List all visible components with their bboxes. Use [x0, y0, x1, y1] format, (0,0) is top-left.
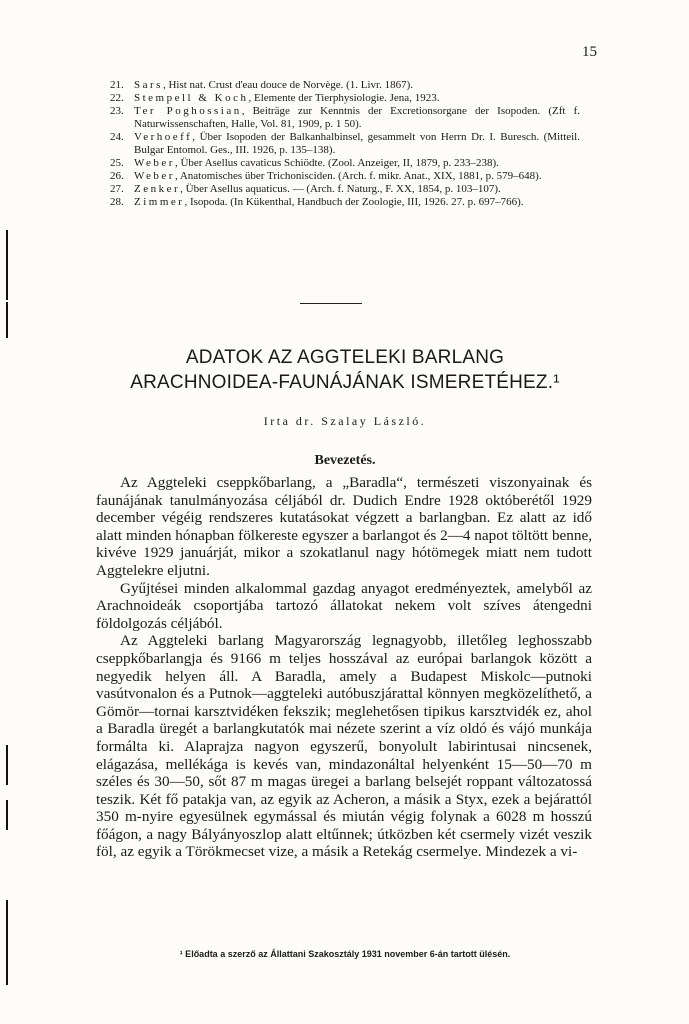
reference-author: Zenker	[134, 183, 181, 195]
reference-number: 28.	[110, 196, 124, 208]
reference-citation: , Über Isopoden der Balkanhalbinsel, gesammelt von Herrn Dr. I. Buresch. (Mitteil. Bulgar Entomol. Ges., III. 1926, p. 135–138).	[134, 131, 580, 156]
reference-item	[110, 92, 580, 105]
reference-number: 23.	[110, 105, 124, 117]
reference-item	[110, 183, 580, 196]
reference-number: 24.	[110, 131, 124, 143]
title-line-1: ADATOK AZ AGGTELEKI BARLANG	[185, 347, 505, 368]
reference-number: 21.	[110, 79, 124, 91]
reference-text	[134, 79, 580, 92]
reference-list	[110, 79, 580, 209]
reference-author: Zimmer	[134, 196, 185, 208]
reference-item	[110, 79, 580, 92]
reference-text	[134, 183, 580, 196]
reference-citation: , Elemente der Tierphysiologie. Jena, 1923.	[248, 92, 440, 104]
paragraph: Az Aggteleki barlang Magyarország legnagyobb, illetőleg leghosszabb cseppkőbarlangja és 9166 m teljes hosszával az európai barlangok között a negyedik helyen áll. A Baradla, amely a Budapest Miskolc—putnoki vasútvonalon és a Putnok—aggteleki autóbuszjárattal könnyen megközelíthető, a Gömör—tornai karsztvidéken fekszik; meglehetősen tipikus karsztvidék ez, ahol a Baradla üregét a barlangkutatók mai nézete szerint a víz oldó és vájó munkája formálta ki. Alaprajza nagyon egyszerű, bonyolult labirintusai nincsenek, elágazása, mellékága is kevés van, mindazonáltal helyenként 15—50—70 m széles és 30—50, sőt 87 m magas üregei a barlang belsejét roppant változatossá teszik. Két fő patakja van, az egyik az Acheron, a másik a Styx, ezek a bejárattól 350 m-nyire egyesülnek egymással és miután végig folynak a 6028 m hosszú főágon, a nagy Bályányoszlop alatt eltűnnek; útközben két csermely vizét veszik föl, az egyik a Törökmecset vize, a másik a Retekág csermelye. Mindezek a vi-	[96, 632, 592, 861]
paragraph: Gyűjtései minden alkalommal gazdag anyagot eredményeztek, amelyből az Arachnoideák csoportjába tartozó állatokat nekem volt szíves átengedni földolgozás céljából.	[96, 579, 592, 632]
byline: Irta dr. Szalay László.	[263, 414, 427, 428]
reference-item	[110, 170, 580, 183]
reference-author: Ter Poghossian	[134, 105, 242, 117]
reference-citation: , Anatomisches über Trichonisciden. (Arch. f. mikr. Anat., XIX, 1881, p. 579–648).	[174, 170, 542, 182]
reference-item	[110, 196, 580, 209]
reference-item	[110, 105, 580, 131]
paragraph: Az Aggteleki cseppkőbarlang, a „Baradla“, természeti viszonyainak és faunájának tanulmányozása céljából dr. Dudich Endre 1928 októberétől 1929 december végéig rendszeres kutatásokat végzett a barlangban. Ez alatt az idő alatt minden hónapban fölkereste egyszer a barlangot és 2—4 napot töltött benne, kivéve 1929 januárját, mikor a szokatlanul nagy hótömegek miatt nem tudott Aggtelekre eljutni.	[96, 474, 592, 579]
title-line-2: ARACHNOIDEA-FAUNÁJÁNAK ISMERETÉHEZ.¹	[130, 372, 560, 393]
reference-citation: , Hist nat. Crust d'eau douce de Norvège. (1. Livr. 1867).	[162, 79, 413, 91]
reference-author: Weber	[134, 157, 175, 169]
margin-mark	[6, 230, 8, 300]
reference-author: Stempell & Koch	[134, 92, 249, 104]
reference-number: 25.	[110, 157, 124, 169]
section-divider	[300, 303, 362, 304]
article-title	[110, 345, 580, 395]
reference-text	[134, 170, 580, 183]
reference-text	[134, 131, 580, 157]
reference-author: Sars	[134, 79, 163, 91]
reference-text	[134, 92, 580, 105]
reference-citation: , Über Asellus cavaticus Schiödte. (Zool. Anzeiger, II, 1879, p. 233–238).	[174, 157, 499, 169]
reference-text	[134, 196, 580, 209]
footnote: ¹ Előadta a szerző az Állattani Szakosztály 1931 november 6-án tartott ülésén.	[179, 949, 511, 959]
page-number: 15	[582, 44, 597, 60]
section-heading: Bevezetés.	[314, 453, 376, 468]
reference-author: Verhoeff	[134, 131, 193, 143]
reference-author: Weber	[134, 170, 175, 182]
margin-mark	[6, 900, 8, 985]
reference-number: 27.	[110, 183, 124, 195]
reference-item	[110, 157, 580, 170]
reference-citation: , Beiträge zur Kenntnis der Excretionsorgane der Isopoden. (Zft f. Naturwissenschaften, Halle, Vol. 81, 1909, p. 1 50).	[134, 105, 580, 130]
reference-number: 26.	[110, 170, 124, 182]
reference-text	[134, 157, 580, 170]
margin-mark	[6, 745, 8, 785]
body-text	[96, 474, 592, 861]
margin-mark	[6, 302, 8, 338]
reference-number: 22.	[110, 92, 124, 104]
reference-citation: , Isopoda. (In Kükenthal, Handbuch der Zoologie, III, 1926. 27. p. 697–766).	[184, 196, 524, 208]
reference-citation: , Über Asellus aquaticus. — (Arch. f. Naturg., F. XX, 1854, p. 103–107).	[180, 183, 501, 195]
reference-item	[110, 131, 580, 157]
reference-text	[134, 105, 580, 131]
margin-mark	[6, 800, 8, 830]
